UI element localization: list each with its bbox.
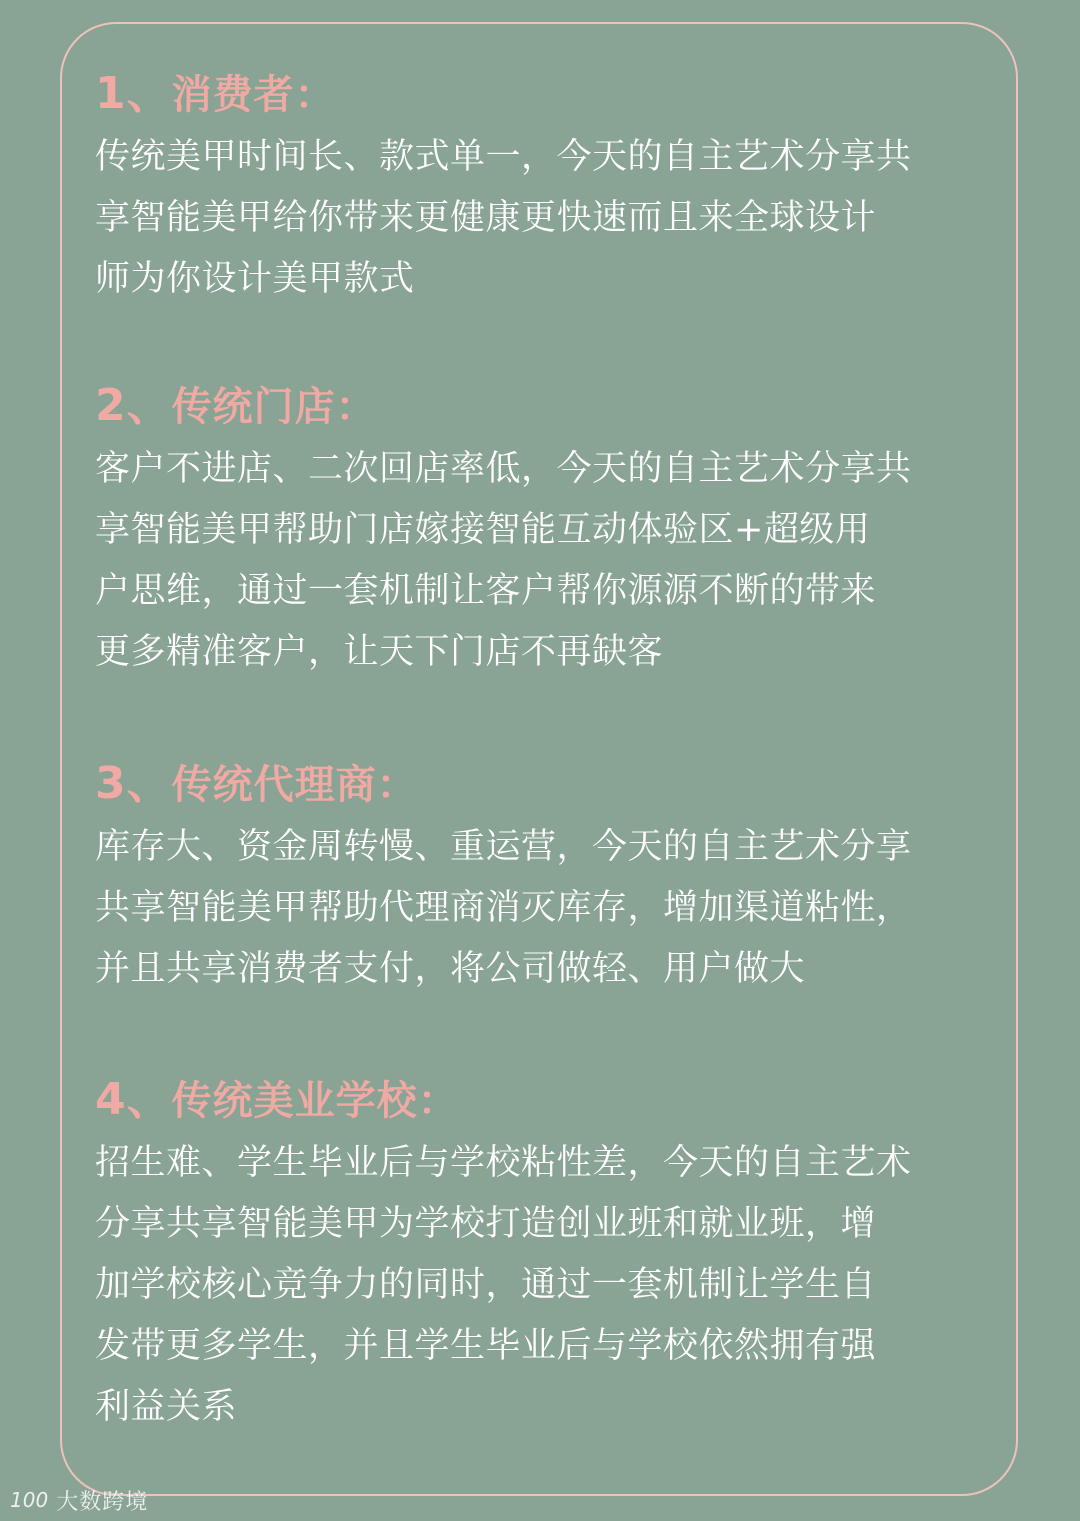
body-line: 加学校核心竞争力的同时，通过一套机制让学生自 — [95, 1265, 877, 1305]
watermark-text: 大数跨境 — [56, 1489, 149, 1515]
section-beauty-schools — [95, 1072, 995, 1438]
section-heading — [95, 756, 995, 812]
body-line: 分享共享智能美甲为学校打造创业班和就业班，增 — [95, 1204, 877, 1244]
section-title: 传统门店： — [171, 384, 377, 430]
section-title: 传统代理商： — [171, 762, 418, 808]
section-consumers — [95, 66, 995, 310]
body-line: 享智能美甲给你带来更健康更快速而且来全球设计 — [95, 198, 877, 238]
body-line: 户思维，通过一套机制让客户帮你源源不断的带来 — [95, 571, 877, 611]
section-heading — [95, 1072, 995, 1128]
body-line: 师为你设计美甲款式 — [95, 259, 415, 299]
body-line: 享智能美甲帮助门店嫁接智能互动体验区+超级用 — [95, 510, 871, 550]
section-title: 消费者： — [171, 72, 336, 118]
body-line: 利益关系 — [95, 1387, 238, 1427]
section-number: 1、 — [95, 68, 172, 119]
section-number: 2、 — [95, 380, 172, 431]
body-line: 更多精准客户，让天下门店不再缺客 — [95, 632, 664, 672]
body-line: 客户不进店、二次回店率低，今天的自主艺术分享共 — [95, 449, 912, 489]
body-line: 传统美甲时间长、款式单一，今天的自主艺术分享共 — [95, 137, 912, 177]
section-body — [95, 439, 985, 683]
section-title: 传统美业学校： — [171, 1078, 459, 1124]
body-line: 并且共享消费者支付，将公司做轻、用户做大 — [95, 949, 806, 989]
section-number: 4、 — [95, 1074, 172, 1125]
body-line: 招生难、学生毕业后与学校粘性差，今天的自主艺术 — [95, 1143, 912, 1183]
section-heading — [95, 66, 995, 122]
section-number: 3、 — [95, 758, 172, 809]
section-body — [95, 817, 985, 1000]
section-body — [95, 1133, 985, 1438]
watermark-logo: 100 — [10, 1488, 49, 1512]
section-traditional-stores — [95, 378, 995, 683]
body-line: 发带更多学生，并且学生毕业后与学校依然拥有强 — [95, 1326, 877, 1366]
body-line: 库存大、资金周转慢、重运营，今天的自主艺术分享 — [95, 827, 912, 867]
section-traditional-agents — [95, 756, 995, 1000]
section-heading — [95, 378, 995, 434]
watermark — [10, 1485, 148, 1515]
body-line: 共享智能美甲帮助代理商消灭库存，增加渠道粘性， — [95, 888, 912, 928]
section-body — [95, 127, 985, 310]
